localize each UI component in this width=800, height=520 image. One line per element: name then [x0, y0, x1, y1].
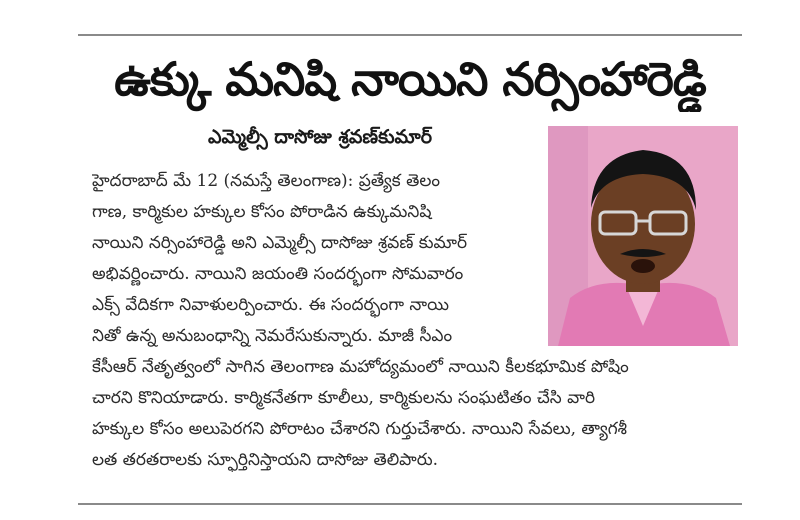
bottom-divider	[78, 503, 742, 505]
article-line: ఎక్స్ వేదికగా నివాళులర్పించారు. ఈ సందర్భంగా నాయి	[92, 295, 449, 315]
article-body	[92, 166, 742, 476]
article-line: కేసీఆర్ నేతృత్వంలో సాగిన తెలంగాణ మహోద్యమంలో నాయిని కీలకభూమిక పోషిం	[92, 357, 629, 377]
top-divider	[78, 34, 742, 36]
byline: ఎమ్మెల్సీ దాసోజు శ్రవణ్‌కుమార్	[207, 126, 433, 148]
headline: ఉక్కు మనిషి నాయిని నర్సింహారెడ్డి	[114, 52, 706, 106]
article-line: హైదరాబాద్ మే 12 (నమస్తే తెలంగాణ): ప్రత్యేక తెలం	[92, 171, 440, 191]
article-line: అభివర్ణించారు. నాయిని జయంతి సందర్భంగా సోమవారం	[92, 264, 464, 284]
article-line: చారని కొనియాడారు. కార్మికనేతగా కూలీలు, కార్మికులను సంఘటితం చేసి వారి	[92, 388, 596, 408]
article-line: గాణ, కార్మికుల హక్కుల కోసం పోరాడిన ఉక్కుమనిషి	[92, 202, 432, 222]
article-line: లత తరతరాలకు స్ఫూర్తినిస్తాయని దాసోజు తెలిపారు.	[92, 450, 439, 470]
article-line: హక్కుల కోసం అలుపెరగని పోరాటం చేశారని గుర్తుచేశారు. నాయిని సేవలు, త్యాగశీ	[92, 419, 628, 439]
article-line: నితో ఉన్న అనుబంధాన్ని నెమరేసుకున్నారు. మాజీ సీఎం	[92, 326, 453, 346]
clipped-previous-line	[78, 0, 738, 8]
article-line: నాయిని నర్సింహారెడ్డి అని ఎమ్మెల్సీ దాసోజు శ్రవణ్ కుమార్	[92, 233, 468, 253]
